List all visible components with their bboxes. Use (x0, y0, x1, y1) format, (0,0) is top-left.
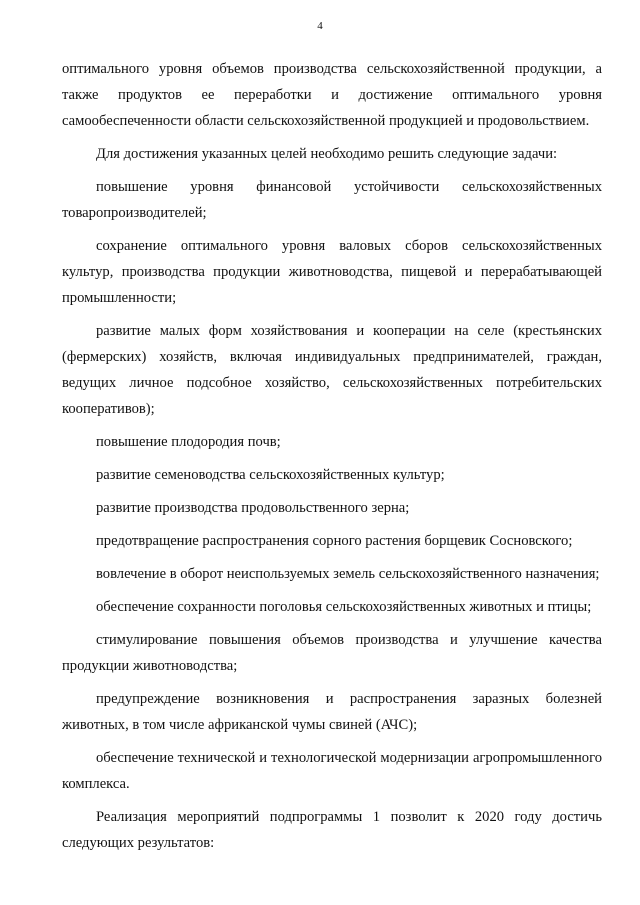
task-item-small-farms: развитие малых форм хозяйствования и кооперации на селе (крестьянских (фермерских) хозяйств, включая индивидуальных предпринимателей, граждан, ведущих личное подсобное хозяйство, сельскохозяйственных потребительских кооперативов); (62, 323, 602, 417)
task-item-disease-prevention: предупреждение возникновения и распространения заразных болезней животных, в том числе африканской чумы свиней (АЧС); (62, 691, 602, 733)
task-item-financial-stability: повышение уровня финансовой устойчивости сельскохозяйственных товаропроизводителей; (62, 179, 602, 221)
document-body (62, 56, 602, 856)
task-item-livestock-preservation: обеспечение сохранности поголовья сельскохозяйственных животных и птицы; (96, 599, 592, 615)
task-item-hogweed-prevention: предотвращение распространения сорного растения борщевик Сосновского; (96, 533, 573, 549)
task-item-livestock-quality: стимулирование повышения объемов производства и улучшение качества продукции животноводства; (62, 632, 602, 674)
task-item-modernization: обеспечение технической и технологической модернизации агропромышленного комплекса. (62, 750, 602, 792)
task-item-seed-production: развитие семеноводства сельскохозяйственных культур; (96, 467, 445, 483)
task-item-unused-land: вовлечение в оборот неиспользуемых земель сельскохозяйственного назначения; (96, 566, 600, 582)
task-item-gross-harvest: сохранение оптимального уровня валовых сборов сельскохозяйственных культур, производства продукции животноводства, пищевой и перерабатывающей промышленности; (62, 238, 602, 306)
task-item-soil-fertility: повышение плодородия почв; (96, 434, 281, 450)
paragraph-goals-continuation: оптимального уровня объемов производства сельскохозяйственной продукции, а также продуктов ее переработки и достижение оптимального уровня самообеспеченности области сельскохозяйственной продукцией и продовольствием. (62, 61, 602, 129)
paragraph-tasks-intro: Для достижения указанных целей необходимо решить следующие задачи: (96, 146, 558, 162)
page-number: 4 (317, 20, 323, 32)
task-item-grain-production: развитие производства продовольственного зерна; (96, 500, 410, 516)
paragraph-results-intro: Реализация мероприятий подпрограммы 1 позволит к 2020 году достичь следующих результатов: (62, 809, 602, 851)
